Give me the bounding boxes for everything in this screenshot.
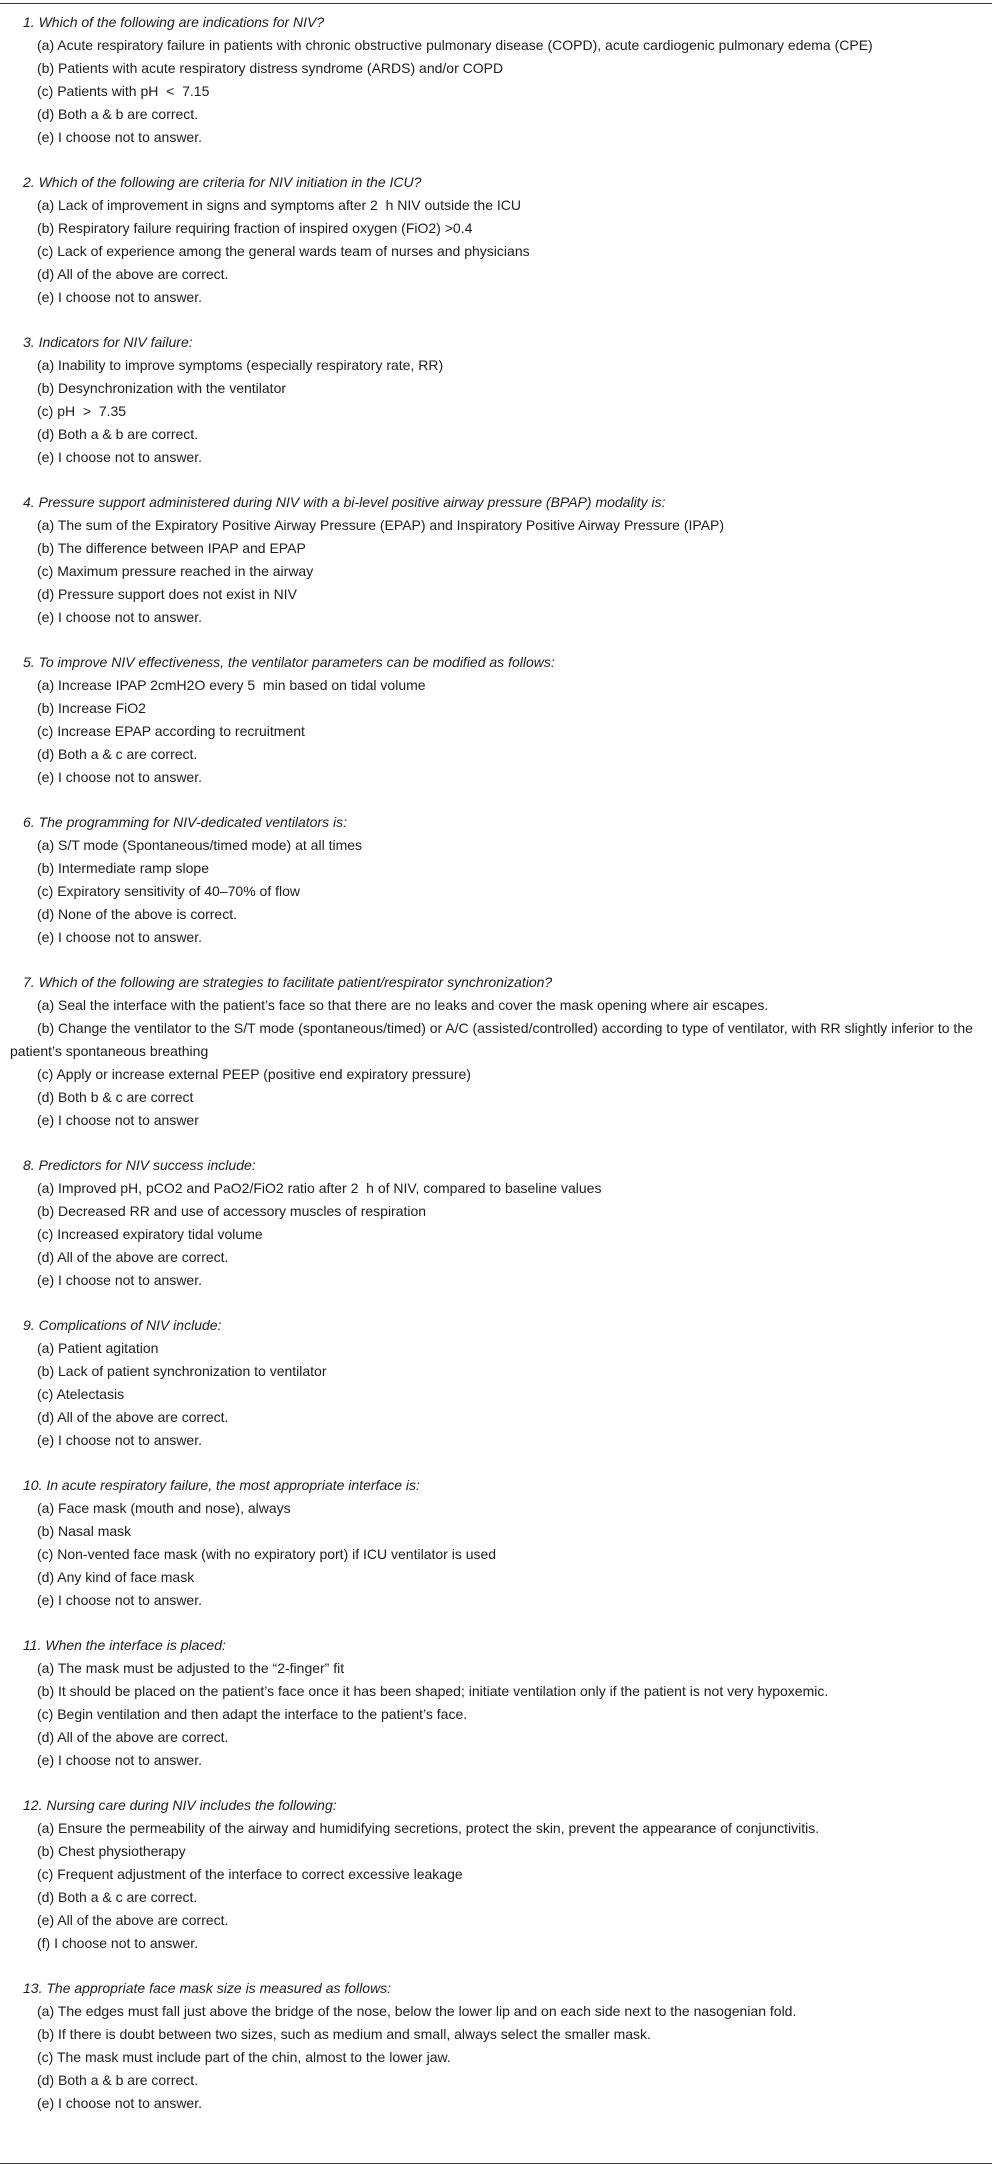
option-text: Both a & b are correct.	[58, 2072, 199, 2088]
option-label: (c)	[37, 563, 54, 579]
option-label: (d)	[37, 1729, 55, 1745]
option-text: The mask must include part of the chin, almost to the lower jaw.	[56, 2049, 451, 2065]
option-label: (b)	[37, 1843, 55, 1859]
answer-option	[10, 1223, 982, 1246]
option-text: Ensure the permeability of the airway and humidifying secretions, protect the skin, prevent the appearance of conjunctivitis.	[58, 1820, 820, 1836]
question-number: 11.	[23, 1637, 42, 1653]
option-text: pH > 7.35	[57, 403, 127, 419]
question-text: Which of the following are indications for NIV?	[38, 14, 325, 30]
question-text: Nursing care during NIV includes the following:	[46, 1797, 337, 1813]
option-label: (b)	[37, 860, 55, 876]
option-text: The sum of the Expiratory Positive Airway Pressure (EPAP) and Inspiratory Positive Airway Pressure (IPAP)	[57, 517, 725, 533]
option-text: Both a & c are correct.	[58, 746, 198, 762]
option-label: (d)	[37, 906, 55, 922]
option-text: Intermediate ramp slope	[58, 860, 209, 876]
option-label: (f)	[37, 1935, 51, 1951]
option-label: (a)	[37, 997, 55, 1013]
option-label: (b)	[37, 700, 55, 716]
option-label: (a)	[37, 1180, 55, 1196]
option-text: The edges must fall just above the bridge of the nose, below the lower lip and on each side next to the nasogenian fold.	[57, 2003, 797, 2019]
option-label: (a)	[37, 2003, 55, 2019]
option-text: Change the ventilator to the S/T mode (spontaneous/timed) or A/C (assisted/controlled) according to type of ventilator, with RR slightly inferior to the patient’s spontaneous breathing	[10, 1020, 973, 1059]
option-label: (d)	[37, 266, 55, 282]
option-text: Patient agitation	[58, 1340, 159, 1356]
option-text: Frequent adjustment of the interface to correct excessive leakage	[57, 1866, 463, 1882]
answer-option	[10, 2000, 982, 2023]
answer-option	[10, 1497, 982, 1520]
question-block	[10, 811, 982, 949]
option-label: (b)	[37, 2026, 55, 2042]
answer-option	[10, 1543, 982, 1566]
option-text: I choose not to answer.	[54, 1935, 199, 1951]
option-text: The difference between IPAP and EPAP	[57, 540, 306, 556]
answer-option	[10, 1086, 982, 1109]
option-text: The mask must be adjusted to the “2-finger” fit	[57, 1660, 345, 1676]
answer-option	[10, 1017, 982, 1063]
option-label: (a)	[37, 517, 55, 533]
answer-option	[10, 1360, 982, 1383]
option-text: I choose not to answer.	[58, 449, 202, 465]
answer-option	[10, 1177, 982, 1200]
option-label: (d)	[37, 1889, 55, 1905]
answer-option	[10, 720, 982, 743]
option-label: (a)	[37, 197, 55, 213]
question-stem	[10, 811, 982, 834]
option-label: (c)	[37, 1386, 54, 1402]
option-label: (c)	[37, 723, 54, 739]
question-number: 7.	[23, 974, 35, 990]
option-label: (a)	[37, 837, 55, 853]
option-text: All of the above are correct.	[57, 1912, 229, 1928]
option-label: (c)	[37, 1226, 54, 1242]
question-stem	[10, 1634, 982, 1657]
option-text: I choose not to answer.	[58, 1432, 202, 1448]
option-text: Patients with acute respiratory distress syndrome (ARDS) and/or COPD	[58, 60, 504, 76]
option-label: (b)	[37, 1020, 55, 1036]
question-text: In acute respiratory failure, the most appropriate interface is:	[46, 1477, 420, 1493]
answer-option	[10, 286, 982, 309]
option-label: (a)	[37, 357, 55, 373]
answer-option	[10, 1337, 982, 1360]
answer-option	[10, 1429, 982, 1452]
question-text: Complications of NIV include:	[38, 1317, 222, 1333]
option-text: I choose not to answer.	[58, 2095, 202, 2111]
option-label: (d)	[37, 746, 55, 762]
answer-option	[10, 217, 982, 240]
answer-option	[10, 194, 982, 217]
answer-option	[10, 126, 982, 149]
option-label: (e)	[37, 1912, 55, 1928]
question-number: 2.	[23, 174, 35, 190]
option-text: Both a & c are correct.	[58, 1889, 198, 1905]
answer-option	[10, 1886, 982, 1909]
answer-option	[10, 80, 982, 103]
answer-option	[10, 1406, 982, 1429]
option-label: (b)	[37, 380, 55, 396]
question-block	[10, 1794, 982, 1955]
answer-option	[10, 743, 982, 766]
option-label: (b)	[37, 1363, 55, 1379]
question-text: Which of the following are strategies to facilitate patient/respirator synchronization?	[38, 974, 553, 990]
option-text: Atelectasis	[56, 1386, 125, 1402]
option-label: (e)	[37, 129, 55, 145]
option-text: I choose not to answer.	[58, 929, 202, 945]
answer-option	[10, 263, 982, 286]
question-text: Pressure support administered during NIV with a bi-level positive airway pressure (BPAP) modality is:	[38, 494, 666, 510]
option-label: (a)	[37, 677, 55, 693]
option-text: Apply or increase external PEEP (positive end expiratory pressure)	[56, 1066, 471, 1082]
answer-option	[10, 1680, 982, 1703]
option-text: Increase IPAP 2cmH2O every 5 min based on tidal volume	[58, 677, 426, 693]
question-block	[10, 1154, 982, 1292]
question-number: 1.	[23, 14, 35, 30]
option-text: Begin ventilation and then adapt the interface to the patient’s face.	[57, 1706, 468, 1722]
answer-option	[10, 994, 982, 1017]
option-text: Non-vented face mask (with no expiratory port) if ICU ventilator is used	[57, 1546, 497, 1562]
question-stem	[10, 971, 982, 994]
option-label: (e)	[37, 929, 55, 945]
answer-option	[10, 606, 982, 629]
question-stem	[10, 11, 982, 34]
option-label: (c)	[37, 883, 54, 899]
option-label: (c)	[37, 2049, 54, 2065]
answer-option	[10, 1520, 982, 1543]
option-text: Increase FiO2	[58, 700, 146, 716]
question-text: The programming for NIV-dedicated ventilators is:	[38, 814, 347, 830]
option-label: (d)	[37, 1569, 55, 1585]
option-text: Patients with pH < 7.15	[57, 83, 210, 99]
question-stem	[10, 1474, 982, 1497]
option-text: Increase EPAP according to recruitment	[57, 723, 305, 739]
question-number: 6.	[23, 814, 35, 830]
answer-option	[10, 2046, 982, 2069]
answer-option	[10, 1657, 982, 1680]
option-text: I choose not to answer.	[58, 609, 202, 625]
answer-option	[10, 1200, 982, 1223]
question-stem	[10, 171, 982, 194]
option-label: (c)	[37, 1066, 54, 1082]
option-label: (e)	[37, 1112, 55, 1128]
option-label: (d)	[37, 1409, 55, 1425]
question-block	[10, 1634, 982, 1772]
question-text: Which of the following are criteria for NIV initiation in the ICU?	[38, 174, 422, 190]
question-number: 10.	[23, 1477, 43, 1493]
answer-option	[10, 1566, 982, 1589]
answer-option	[10, 423, 982, 446]
answer-option	[10, 354, 982, 377]
answer-option	[10, 583, 982, 606]
option-text: I choose not to answer.	[58, 1272, 202, 1288]
option-label: (e)	[37, 289, 55, 305]
answer-option	[10, 400, 982, 423]
option-text: All of the above are correct.	[57, 1409, 229, 1425]
question-stem	[10, 1314, 982, 1337]
option-label: (e)	[37, 1432, 55, 1448]
answer-option	[10, 1589, 982, 1612]
option-label: (d)	[37, 2072, 55, 2088]
option-text: Decreased RR and use of accessory muscles of respiration	[58, 1203, 427, 1219]
option-text: Respiratory failure requiring fraction of inspired oxygen (FiO2) >0.4	[58, 220, 473, 236]
answer-option	[10, 1269, 982, 1292]
option-text: Any kind of face mask	[57, 1569, 195, 1585]
questions-list	[0, 4, 992, 2163]
question-block	[10, 11, 982, 149]
option-text: Desynchronization with the ventilator	[58, 380, 287, 396]
answer-option	[10, 2092, 982, 2115]
question-block	[10, 491, 982, 629]
question-stem	[10, 1977, 982, 2000]
option-text: Improved pH, pCO2 and PaO2/FiO2 ratio after 2 h of NIV, compared to baseline values	[58, 1180, 602, 1196]
answer-option	[10, 1932, 982, 1955]
option-label: (d)	[37, 1089, 55, 1105]
option-text: S/T mode (Spontaneous/timed mode) at all times	[58, 837, 363, 853]
option-label: (e)	[37, 769, 55, 785]
option-text: I choose not to answer.	[58, 1752, 202, 1768]
option-label: (e)	[37, 609, 55, 625]
answer-option	[10, 926, 982, 949]
option-text: I choose not to answer.	[58, 1592, 202, 1608]
question-stem	[10, 1154, 982, 1177]
option-label: (a)	[37, 1500, 55, 1516]
option-text: Lack of patient synchronization to ventilator	[58, 1363, 327, 1379]
answer-option	[10, 880, 982, 903]
question-number: 5.	[23, 654, 35, 670]
option-label: (c)	[37, 1866, 54, 1882]
option-text: Both b & c are correct	[58, 1089, 194, 1105]
answer-option	[10, 903, 982, 926]
option-text: Nasal mask	[58, 1523, 132, 1539]
answer-option	[10, 240, 982, 263]
answer-option	[10, 1863, 982, 1886]
option-label: (e)	[37, 1592, 55, 1608]
answer-option	[10, 560, 982, 583]
question-text: The appropriate face mask size is measured as follows:	[46, 1980, 392, 1996]
option-text: I choose not to answer	[58, 1112, 199, 1128]
answer-option	[10, 1909, 982, 1932]
option-text: Pressure support does not exist in NIV	[58, 586, 297, 602]
question-text: Indicators for NIV failure:	[38, 334, 193, 350]
answer-option	[10, 1817, 982, 1840]
answer-option	[10, 103, 982, 126]
option-text: All of the above are correct.	[57, 266, 229, 282]
answer-option	[10, 537, 982, 560]
answer-option	[10, 1726, 982, 1749]
option-text: Seal the interface with the patient’s face so that there are no leaks and cover the mask opening where air escapes.	[58, 997, 769, 1013]
option-label: (d)	[37, 1249, 55, 1265]
option-label: (e)	[37, 2095, 55, 2111]
option-label: (e)	[37, 449, 55, 465]
question-number: 9.	[23, 1317, 35, 1333]
question-stem	[10, 651, 982, 674]
option-label: (d)	[37, 426, 55, 442]
option-label: (a)	[37, 1340, 55, 1356]
question-block	[10, 971, 982, 1132]
question-block	[10, 1977, 982, 2115]
question-block	[10, 171, 982, 309]
option-label: (b)	[37, 220, 55, 236]
option-text: Lack of experience among the general wards team of nurses and physicians	[57, 243, 530, 259]
question-text: Predictors for NIV success include:	[38, 1157, 256, 1173]
question-stem	[10, 491, 982, 514]
option-label: (c)	[37, 243, 54, 259]
answer-option	[10, 1749, 982, 1772]
answer-option	[10, 1383, 982, 1406]
option-text: Face mask (mouth and nose), always	[58, 1500, 291, 1516]
option-label: (b)	[37, 60, 55, 76]
answer-option	[10, 514, 982, 537]
answer-option	[10, 697, 982, 720]
answer-option	[10, 766, 982, 789]
question-block	[10, 331, 982, 469]
option-text: If there is doubt between two sizes, such as medium and small, always select the smaller mask.	[58, 2026, 651, 2042]
option-text: I choose not to answer.	[58, 129, 202, 145]
option-label: (d)	[37, 106, 55, 122]
option-text: Acute respiratory failure in patients with chronic obstructive pulmonary disease (COPD), acute cardiogenic pulmonary edema (CPE)	[57, 37, 873, 53]
option-label: (a)	[37, 1660, 55, 1676]
option-text: Both a & b are correct.	[58, 106, 199, 122]
question-stem	[10, 331, 982, 354]
option-label: (c)	[37, 403, 54, 419]
answer-option	[10, 1703, 982, 1726]
question-number: 3.	[23, 334, 35, 350]
option-text: It should be placed on the patient’s face once it has been shaped; initiate ventilation only if the patient is not very hypoxemic.	[58, 1683, 829, 1699]
question-text: When the interface is placed:	[45, 1637, 226, 1653]
option-text: I choose not to answer.	[58, 289, 202, 305]
question-number: 12.	[23, 1797, 43, 1813]
option-text: All of the above are correct.	[57, 1729, 229, 1745]
question-block	[10, 651, 982, 789]
answer-option	[10, 1109, 982, 1132]
option-label: (c)	[37, 1546, 54, 1562]
answer-option	[10, 1063, 982, 1086]
answer-option	[10, 834, 982, 857]
answer-option	[10, 1840, 982, 1863]
answer-option	[10, 34, 982, 57]
option-text: All of the above are correct.	[57, 1249, 229, 1265]
option-label: (c)	[37, 83, 54, 99]
answer-option	[10, 674, 982, 697]
question-number: 4.	[23, 494, 35, 510]
answer-option	[10, 57, 982, 80]
option-label: (a)	[37, 1820, 55, 1836]
question-block	[10, 1314, 982, 1452]
option-text: Inability to improve symptoms (especially respiratory rate, RR)	[58, 357, 444, 373]
question-text: To improve NIV effectiveness, the ventilator parameters can be modified as follows:	[38, 654, 555, 670]
option-label: (a)	[37, 37, 55, 53]
answer-option	[10, 446, 982, 469]
option-text: Expiratory sensitivity of 40–70% of flow	[57, 883, 300, 899]
option-label: (e)	[37, 1752, 55, 1768]
option-text: Chest physiotherapy	[58, 1843, 186, 1859]
option-label: (b)	[37, 1203, 55, 1219]
option-label: (b)	[37, 540, 55, 556]
option-label: (b)	[37, 1683, 55, 1699]
question-block	[10, 1474, 982, 1612]
answer-option	[10, 377, 982, 400]
option-text: Increased expiratory tidal volume	[57, 1226, 263, 1242]
option-label: (b)	[37, 1523, 55, 1539]
option-text: Both a & b are correct.	[58, 426, 199, 442]
answer-option	[10, 2023, 982, 2046]
question-number: 13.	[23, 1980, 43, 1996]
question-stem	[10, 1794, 982, 1817]
answer-option	[10, 2069, 982, 2092]
answer-option	[10, 1246, 982, 1269]
question-number: 8.	[23, 1157, 35, 1173]
option-label: (e)	[37, 1272, 55, 1288]
option-text: Maximum pressure reached in the airway	[57, 563, 314, 579]
option-label: (c)	[37, 1706, 54, 1722]
option-text: None of the above is correct.	[58, 906, 238, 922]
option-text: Lack of improvement in signs and symptoms after 2 h NIV outside the ICU	[58, 197, 521, 213]
answer-option	[10, 857, 982, 880]
option-label: (d)	[37, 586, 55, 602]
option-text: I choose not to answer.	[58, 769, 202, 785]
